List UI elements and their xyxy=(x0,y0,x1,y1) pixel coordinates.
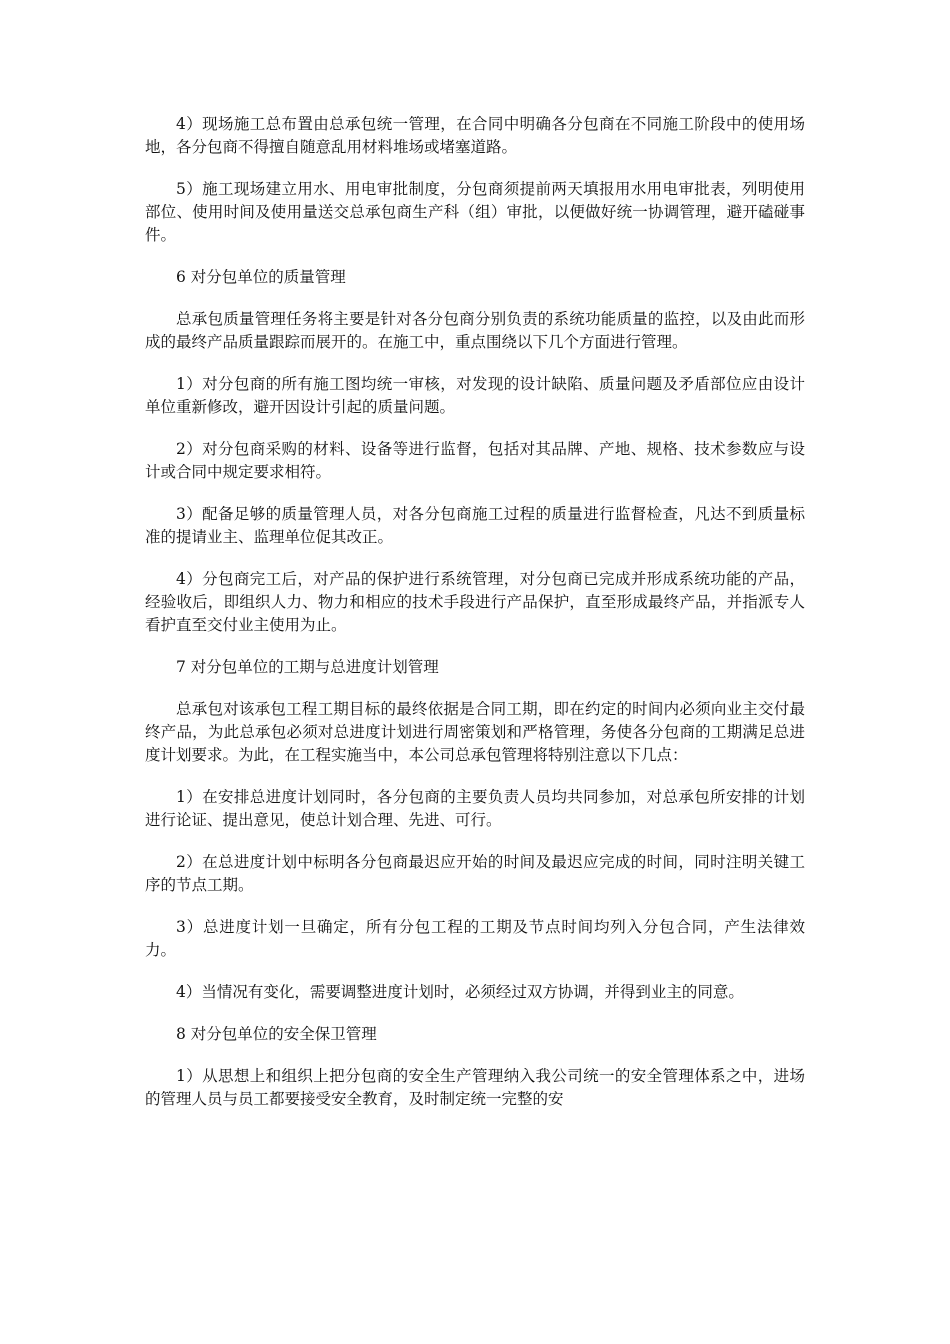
section-heading: 7 对分包单位的工期与总进度计划管理 xyxy=(176,658,439,676)
paragraph: 3）总进度计划一旦确定，所有分包工程的工期及节点时间均列入分包合同，产生法律效力。 xyxy=(145,918,805,959)
paragraph: 1）在安排总进度计划同时，各分包商的主要负责人员均共同参加，对总承包所安排的计划进行论证、提出意见，使总计划合理、先进、可行。 xyxy=(145,788,805,829)
paragraph: 3）配备足够的质量管理人员，对各分包商施工过程的质量进行监督检查，凡达不到质量标准的提请业主、监理单位促其改正。 xyxy=(145,505,805,546)
paragraph: 4）当情况有变化，需要调整进度计划时，必须经过双方协调，并得到业主的同意。 xyxy=(176,983,744,1001)
document-page xyxy=(145,113,805,1130)
paragraph: 1）对分包商的所有施工图均统一审核，对发现的设计缺陷、质量问题及矛盾部位应由设计单位重新修改，避开因设计引起的质量问题。 xyxy=(145,375,805,416)
section-heading: 6 对分包单位的质量管理 xyxy=(176,268,346,286)
section-heading: 8 对分包单位的安全保卫管理 xyxy=(176,1025,377,1043)
paragraph: 2）在总进度计划中标明各分包商最迟应开始的时间及最迟应完成的时间，同时注明关键工序的节点工期。 xyxy=(145,853,805,894)
paragraph: 总承包质量管理任务将主要是针对各分包商分别负责的系统功能质量的监控，以及由此而形成的最终产品质量跟踪而展开的。在施工中，重点围绕以下几个方面进行管理。 xyxy=(145,310,805,351)
paragraph: 2）对分包商采购的材料、设备等进行监督，包括对其品牌、产地、规格、技术参数应与设计或合同中规定要求相符。 xyxy=(145,440,805,481)
paragraph: 1）从思想上和组织上把分包商的安全生产管理纳入我公司统一的安全管理体系之中，进场的管理人员与员工都要接受安全教育，及时制定统一完整的安 xyxy=(145,1067,805,1108)
paragraph: 4）现场施工总布置由总承包统一管理，在合同中明确各分包商在不同施工阶段中的使用场地，各分包商不得擅自随意乱用材料堆场或堵塞道路。 xyxy=(145,115,805,156)
paragraph: 总承包对该承包工程工期目标的最终依据是合同工期，即在约定的时间内必须向业主交付最终产品，为此总承包必须对总进度计划进行周密策划和严格管理，务使各分包商的工期满足总进度计划要求。为此，在工程实施当中，本公司总承包管理将特别注意以下几点： xyxy=(145,700,805,764)
paragraph: 5）施工现场建立用水、用电审批制度，分包商须提前两天填报用水用电审批表，列明使用部位、使用时间及使用量送交总承包商生产科（组）审批，以便做好统一协调管理，避开磕碰事件。 xyxy=(145,180,805,244)
paragraph: 4）分包商完工后，对产品的保护进行系统管理，对分包商已完成并形成系统功能的产品，经验收后，即组织人力、物力和相应的技术手段进行产品保护，直至形成最终产品，并指派专人看护直至交付业主使用为止。 xyxy=(145,570,805,634)
